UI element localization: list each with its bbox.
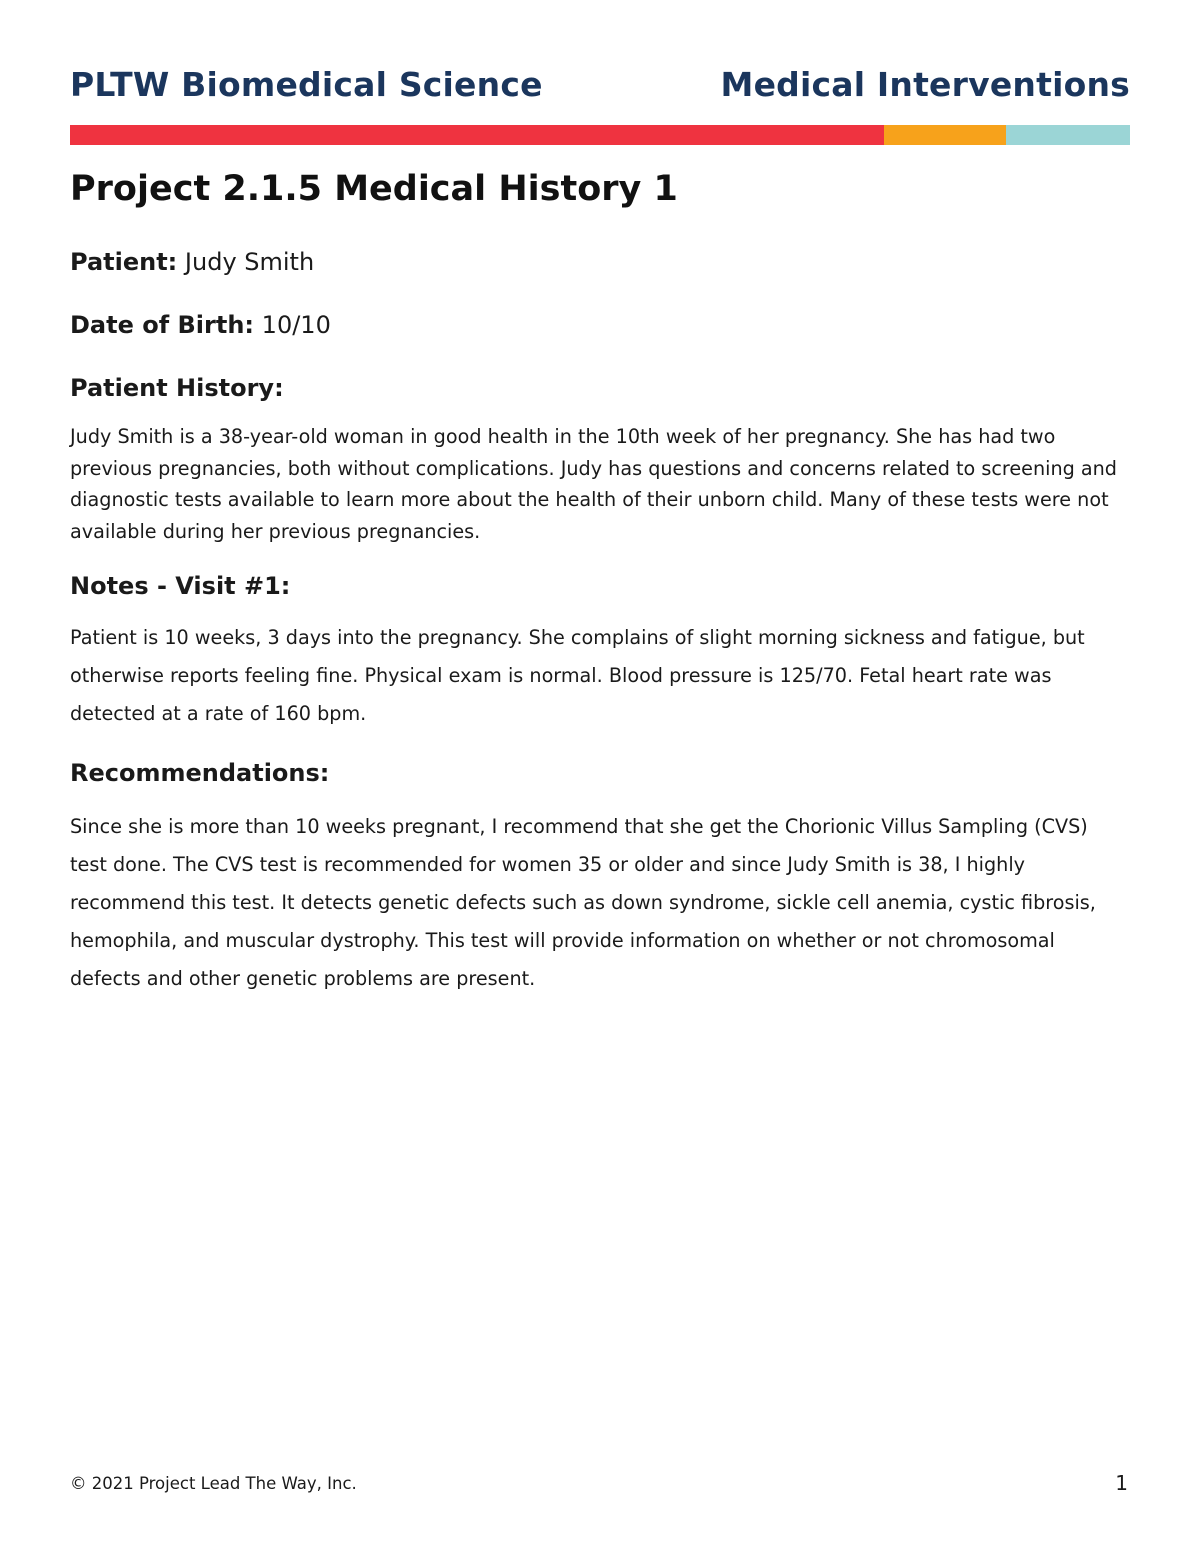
page-header [70,62,1130,106]
color-bar-red-segment [70,125,884,145]
recommendations-heading: Recommendations: [70,759,330,788]
color-bar-teal-segment [1006,125,1130,145]
dob-field [70,309,1130,341]
dob-label: Date of Birth: [70,311,255,339]
color-bar-orange-segment [884,125,1006,145]
page-number: 1 [1115,1471,1128,1495]
header-unit-title: Medical Interventions [720,64,1130,104]
document-body [70,165,1130,997]
patient-value: Judy Smith [184,248,315,276]
notes-visit-text: Patient is 10 weeks, 3 days into the pregnancy. She complains of slight morning sickness and fatigue, but otherwise reports feeling fine. Physical exam is normal. Blood pressure is 125/70. Fetal heart rate was detected at a rate of 160 bpm. [70,626,1085,725]
recommendations-text: Since she is more than 10 weeks pregnant, I recommend that she get the Chorionic Villus Sampling (CVS) test done. The CVS test is recommended for women 35 or older and since Judy Smith is 38, I highly recommend this test. It detects genetic defects such as down syndrome, sickle cell anemia, cystic fibrosis, hemophila, and muscular dystrophy. This test will provide information on whether or not chromosomal defects and other genetic problems are present. [70,815,1096,990]
header-color-bar [70,125,1130,145]
dob-value: 10/10 [261,311,331,339]
patient-history-heading: Patient History: [70,374,284,402]
header-course-title: PLTW Biomedical Science [70,64,543,104]
notes-visit-heading: Notes - Visit #1: [70,572,291,600]
patient-label: Patient: [70,248,178,276]
page-title: Project 2.1.5 Medical History 1 [70,169,678,209]
patient-history-text: Judy Smith is a 38-year-old woman in good health in the 10th week of her pregnancy. She has had two previous pregnancies, both without complications. Judy has questions and concerns related to screening and diagnostic tests available to learn more about the health of their unborn child. Many of these tests were not available during her previous pregnancies. [70,425,1117,543]
patient-field [70,246,1130,278]
footer-copyright: © 2021 Project Lead The Way, Inc. [70,1474,357,1493]
